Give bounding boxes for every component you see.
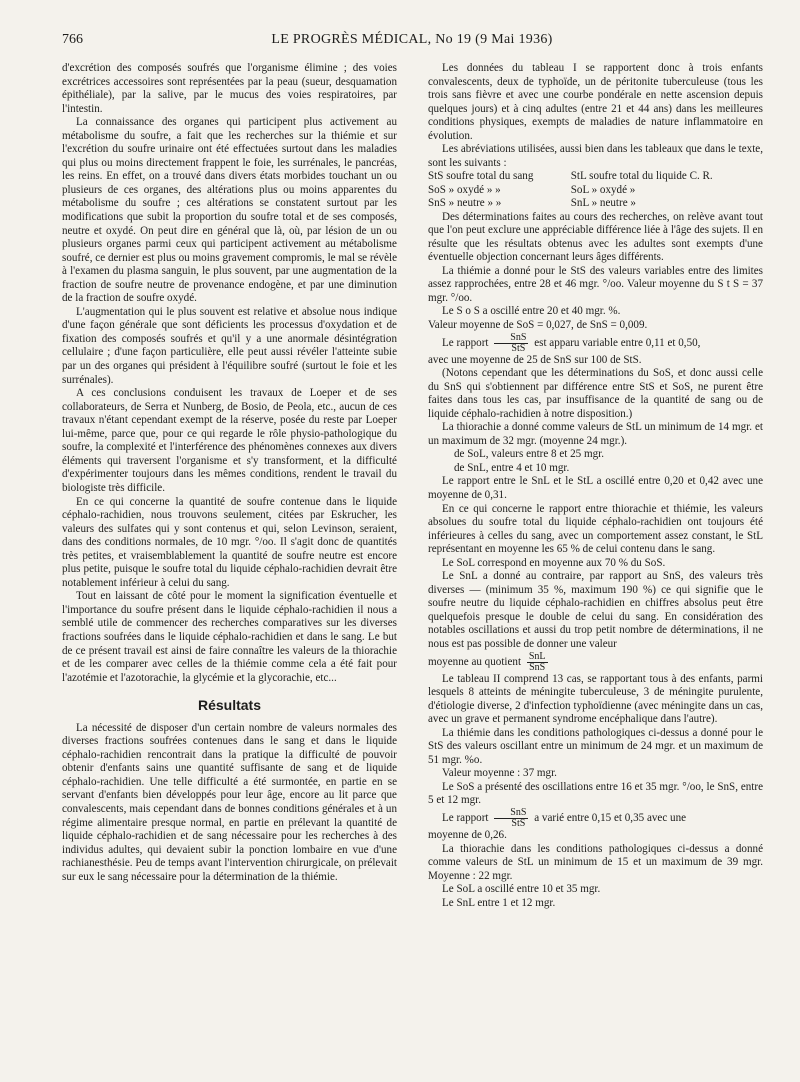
abbreviation-row: [428, 184, 763, 197]
right-paragraph-14: Le SoL correspond en moyenne aux 70 % du SoS.: [442, 556, 666, 569]
fraction-numerator: SnS: [510, 331, 527, 343]
ratio-prefix: moyenne au quotient: [428, 655, 522, 668]
right-paragraph-11: de SnL, entre 4 et 10 mgr.: [454, 461, 570, 474]
right-paragraph-12: Le rapport entre le SnL et le StL a oscillé entre 0,20 et 0,42 avec une moyenne de 0,31.: [428, 475, 763, 501]
right-paragraph-1: Les données du tableau I se rapportent donc à trois enfants convalescents, deux de typhoïde, un de péritonite tuberculeuse (tous les trois sans fièvre et avec une courbe pondérale en nette ascension depuis quelques jours) et à cinq adultes (entre 21 et 44 ans) dans les meilleures conditions physiques, exempts de maladies de nature inflammatoire en évolution.: [428, 62, 763, 142]
abbreviation-cell: StS soufre total du sang: [428, 170, 534, 183]
right-paragraph-9: La thiorachie a donné comme valeurs de StL un minimum de 14 mgr. et un maximum de 32 mgr. (moyenne 24 mgr.).: [428, 421, 763, 447]
fraction-denominator: StS: [494, 343, 528, 354]
ratio-suffix: est apparu variable entre 0,11 et 0,50,: [534, 336, 701, 349]
abbreviation-cell: SoL » oxydé »: [570, 183, 636, 196]
section-title-resultats: Résultats: [197, 697, 262, 714]
abbreviation-cell: StL soufre total du liquide C. R.: [570, 170, 713, 183]
right-paragraph-4: La thiémie a donné pour le StS des valeurs variables entre des limites assez rapprochées, entre 28 et 46 mgr. °/oo. Valeur moyenne du S t S = 37 mgr. °/oo.: [428, 264, 763, 304]
fraction: [527, 652, 548, 673]
right-paragraph-5: Le S o S a oscillé entre 20 et 40 mgr. %.: [442, 305, 621, 318]
right-paragraph-15: Le SnL a donné au contraire, par rapport au SnS, des valeurs très diverses — (minimum 35 %, maximum 190 %) ce qui signifie que le soufre neutre du liquide céphalo-rachidien en chiffres absolus peut être quelquefois presque le double de celui du sang. En considération des notables oscillations et aussi du trop petit nombre de déterminations, il ne nous est pas possible de donner une valeur: [428, 570, 763, 650]
abbreviation-row: [428, 170, 763, 183]
right-paragraph-2: Les abréviations utilisées, aussi bien dans les tableaux que dans le texte, sont les suivants :: [428, 143, 763, 169]
left-paragraph-4: A ces conclusions conduisent les travaux de Loeper et de ses collaborateurs, de Serra et Nunberg, de Bosio, de Peola, etc., aucun de ces travaux n'étant cependant exempt de la réserve, posée du reste par Loeper lui-même, parce que, pour ce qui regarde le rôle physio-pathologique du soufre, la complexité et l'interférence des phénomènes connexes aux divers éléments qui traversent l'organisme et s'y transforment, et la difficulté d'expérimenter toujours dans les mêmes conditions, rendent le travail du biologiste très difficile.: [62, 387, 397, 494]
right-paragraph-20: moyenne de 0,26.: [428, 829, 507, 842]
page-number: 766: [62, 32, 83, 47]
page-header: [62, 32, 762, 52]
right-paragraph-17: La thiémie dans les conditions pathologiques ci-dessus a donné pour le StS des valeurs oscillant entre un minimum de 24 mgr. et un maximum de 51 mgr. %o.: [428, 726, 763, 766]
right-paragraph-6: Valeur moyenne de SoS = 0,027, de SnS = 0,009.: [428, 318, 648, 331]
left-column: [62, 62, 397, 884]
ratio-prefix: Le rapport: [442, 336, 489, 349]
right-column: [428, 62, 763, 910]
running-title: LE PROGRÈS MÉDICAL, No 19 (9 Mai 1936): [271, 32, 553, 47]
fraction: [494, 808, 528, 829]
ratio-snl-sns-line: [428, 652, 763, 673]
fraction-denominator: SnS: [527, 662, 548, 673]
abbreviations-table: [428, 170, 763, 210]
right-paragraph-8: (Notons cependant que les déterminations du SoS, et donc aussi celle du SnS qui s'obtiennent par différence entre StS et SoS, ne purent être faites dans tous les cas, par insuffisance de la quantité de sang ou de liquide céphalo-rachidien à notre disposition.): [428, 367, 763, 420]
left-paragraph-6: Tout en laissant de côté pour le moment la signification éventuelle et l'importance du soufre présent dans le liquide céphalo-rachidien il nous a semblé utile de commencer des recherches comparatives sur les diverses fractions soufrées dans le liquide céphalo-rachidien et dans le sang. Le but de ce présent travail est ainsi de faire connaître les valeurs de la thiorachie et de les comparer avec celles de la thiémie comme cela a été fait pour l'azotémie et l'azotorachie, la glycémie et la glycorachie, etc...: [62, 590, 397, 684]
fraction-numerator: SnL: [528, 650, 546, 662]
abbreviation-row: [428, 197, 763, 210]
ratio-suffix: a varié entre 0,15 et 0,35 avec une: [534, 812, 687, 825]
fraction: [494, 333, 528, 354]
left-paragraph-7: La nécessité de disposer d'un certain nombre de valeurs normales des diverses fractions soufrées contenues dans le sang et dans le liquide céphalo-rachidien rencontrait dans la pratique la difficulté de pouvoir obtenir d'enfants sains une quantité suffisante de sang et de liquide céphalo-rachidien. Une telle difficulté a été surmontée, en partie en se servant d'enfants bien développés pour leur âge, encore au lit parce que convalescents, mais cependant dans de bonnes conditions générales et à un régime alimentaire presque normal, en partie en prélevant la quantité de liquide céphalo-rachidien et de sang nécessaire pour les recherches à des individus adultes, qui devaient subir la ponction lombaire en vue d'une rachianesthésie. Peu de temps avant l'intervention chirurgicale, on prélevait sur eux le sang nécessaire pour la détermination de la thiémie.: [62, 721, 397, 883]
right-paragraph-23: Le SnL entre 1 et 12 mgr.: [442, 896, 556, 909]
right-paragraph-10: de SoL, valeurs entre 8 et 25 mgr.: [454, 448, 605, 461]
ratio-sns-sts-line: [428, 333, 763, 354]
abbreviation-cell: SoS » oxydé » »: [428, 183, 501, 196]
left-paragraph-2: La connaissance des organes qui participent plus activement au métabolisme du soufre, a fait que les recherches sur la thiémie et sur l'excrétion du soufre urinaire ont été effectuées surtout dans les maladies qui plus ou moins directement frappent le foie, les surrénales, le pancréas, les reins. En effet, on a trouvé dans divers états morbides touchant un ou plusieurs de ces organes, des altérations plus ou moins apparentes du métabolisme du soufre ; ces altérations se constatent surtout par les modifications que subit la proportion du soufre total et de ses composés, neutre et oxydé. On peut dire en général que là, où, par lésion de un ou plusieurs organes parmi ceux qui participent activement au métabolisme soufré, ce dernier est plus ou moins gravement compromis, le mal se révèle à l'examen du plasma sanguin, le plus souvent, par une augmentation de la fraction de soufre neutre de provenance endogène, et par une diminution de la fraction de soufre oxydé.: [62, 116, 397, 305]
right-paragraph-21: La thiorachie dans les conditions pathologiques ci-dessus a donné comme valeurs de StL un minimum de 15 et un maximum de 39 mgr. Moyenne : 22 mgr.: [428, 842, 763, 882]
right-paragraph-3: Des déterminations faites au cours des recherches, on relève avant tout que l'on peut exclure une appréciable différence liée à l'âge des sujets. Il en résulte que les résultats obtenus avec les adultes sont exempts d'une éventuelle objection concernant leurs âges différents.: [428, 210, 763, 264]
right-paragraph-22: Le SoL a oscillé entre 10 et 35 mgr.: [442, 883, 601, 896]
right-paragraph-18: Valeur moyenne : 37 mgr.: [442, 767, 557, 780]
ratio-prefix: Le rapport: [442, 812, 489, 825]
fraction-denominator: StS: [494, 818, 528, 829]
abbreviation-cell: SnS » neutre » »: [428, 197, 502, 210]
right-paragraph-13: En ce qui concerne le rapport entre thiorachie et thiémie, les valeurs absolues du soufre total du liquide céphalo-rachidien ont toujours été inférieures à celles du sang, avec un comportement assez constant, le StL représentant en moyenne les 65 % de celui contenu dans le sang.: [428, 502, 763, 556]
ratio-sns-sts-line-2: [428, 808, 763, 829]
left-paragraph-5: En ce qui concerne la quantité de soufre contenue dans le liquide céphalo-rachidien, nous trouvons seulement, citées par Eskrucher, les valeurs des sulfates qui y sont contenus et qui, selon Levinson, seraient, dans des conditions normales, de 10 mgr. °/oo. Il s'agit donc de quantités très petites, et vraisemblablement la quantité de soufre neutre est encore plus petite, puisque le soufre total du liquide céphalo-rachidien devrait être notablement inférieur à celui du sang.: [62, 495, 397, 589]
right-paragraph-7: avec une moyenne de 25 de SnS sur 100 de StS.: [428, 353, 642, 366]
fraction-numerator: SnS: [510, 807, 527, 819]
left-paragraph-3: L'augmentation qui le plus souvent est relative et absolue nous indique d'une façon générale que sont déficients les processus d'oxydation et de fixation des composés soufrés et qu'il y a une anormale désintégration cellulaire ; d'une façon particulière, elle peut aussi révéler l'atteinte subie par un des organes qui président à l'équilibre soufré (surtout le foie et les surrénales).: [62, 305, 397, 386]
right-paragraph-16: Le tableau II comprend 13 cas, se rapportant tous à des enfants, parmi lesquels 8 atteints de méningite tuberculeuse, 3 de méningite purulente, d'étiologie diverse, 2 d'infection typhoïdienne (avec méningite dans un cas, avec un grave et permanent syndrome encéphalique dans l'autre).: [428, 672, 763, 726]
abbreviation-cell: SnL » neutre »: [570, 197, 636, 210]
left-paragraph-1: d'excrétion des composés soufrés que l'organisme élimine ; des voies excrétrices accessoires sont représentées par la peau (sueur, desquamation épithéliale), par la salive, par le mucus des voies respiratoires, par l'intestin.: [62, 62, 397, 115]
right-paragraph-19: Le SoS a présenté des oscillations entre 16 et 35 mgr. °/oo, le SnS, entre 5 et 12 mgr.: [428, 780, 763, 807]
